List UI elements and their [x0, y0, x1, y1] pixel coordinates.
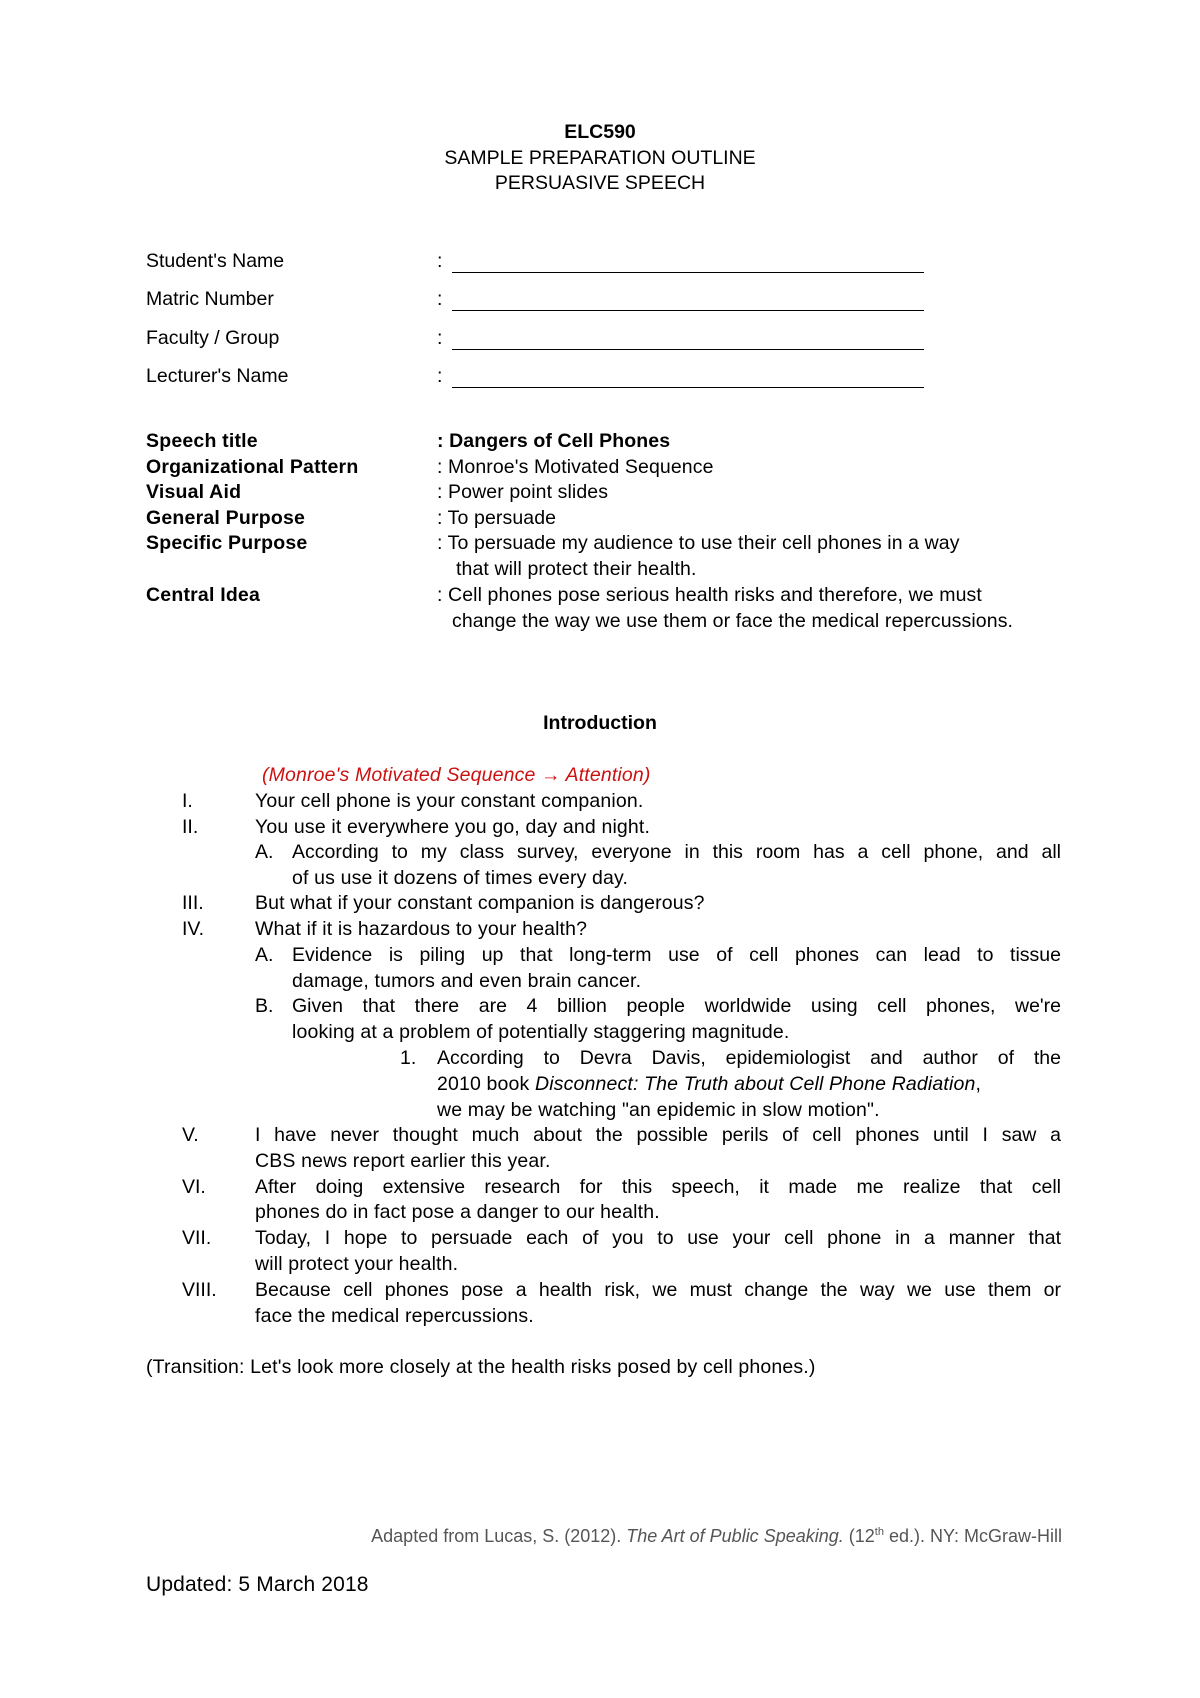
central-idea-value: : Cell phones pose serious health risks and therefore, we must [437, 584, 982, 606]
visual-aid-label: Visual Aid [146, 481, 242, 503]
colon: : [437, 365, 443, 387]
colon: : [437, 288, 443, 310]
intro-point-4a-cont: damage, tumors and even brain cancer. [292, 970, 642, 992]
intro-point-4b: Given that there are 4 billion people worldwide using cell phones, we're [292, 995, 1061, 1017]
intro-point-4: What if it is hazardous to your health? [255, 918, 588, 940]
intro-point-7-cont: will protect your health. [255, 1253, 459, 1275]
number-1: 1. [400, 1047, 417, 1069]
lecturer-name-blank[interactable] [452, 369, 924, 388]
matric-number-label: Matric Number [146, 288, 274, 310]
specific-purpose-label: Specific Purpose [146, 532, 308, 554]
intro-point-1: Your cell phone is your constant companion. [255, 790, 644, 812]
pattern-value: : Monroe's Motivated Sequence [437, 456, 714, 478]
general-purpose-label: General Purpose [146, 507, 306, 529]
lecturer-name-label: Lecturer's Name [146, 365, 289, 387]
book-title: Disconnect: The Truth about Cell Phone Radiation [535, 1073, 976, 1095]
citation-edition-sup: th [874, 1526, 884, 1538]
intro-point-2a: According to my class survey, everyone in this room has a cell phone, and all [292, 841, 1061, 863]
course-code: ELC590 [564, 121, 636, 143]
central-idea-label: Central Idea [146, 584, 261, 606]
document-title: SAMPLE PREPARATION OUTLINE [444, 147, 756, 169]
numeral-vi: VI. [182, 1176, 206, 1198]
intro-point-3: But what if your constant companion is dangerous? [255, 892, 705, 914]
colon: : [437, 327, 443, 349]
intro-point-4b1: According to Devra Davis, epidemiologist and author of the [437, 1047, 1061, 1069]
speech-title-value: : Dangers of Cell Phones [437, 430, 671, 452]
citation-book-title: The Art of Public Speaking. [626, 1526, 844, 1546]
intro-point-8: Because cell phones pose a health risk, we must change the way we use them or [255, 1279, 1061, 1301]
numeral-iv: IV. [182, 918, 205, 940]
intro-point-4b1-quote: we may be watching "an epidemic in slow motion". [437, 1099, 880, 1121]
intro-point-6: After doing extensive research for this speech, it made me realize that cell [255, 1176, 1061, 1198]
colon: : [437, 250, 443, 272]
speech-title-label: Speech title [146, 430, 258, 452]
student-name-label: Student's Name [146, 250, 285, 272]
intro-point-4b-cont: looking at a problem of potentially staggering magnitude. [292, 1021, 790, 1043]
intro-point-5: I have never thought much about the possible perils of cell phones until I saw a [255, 1124, 1061, 1146]
central-idea-value-cont: change the way we use them or face the medical repercussions. [452, 610, 1014, 632]
faculty-group-blank[interactable] [452, 331, 924, 350]
intro-point-8-cont: face the medical repercussions. [255, 1305, 534, 1327]
intro-point-6-cont: phones do in fact pose a danger to our health. [255, 1201, 660, 1223]
intro-point-5-cont: CBS news report earlier this year. [255, 1150, 551, 1172]
specific-purpose-value: : To persuade my audience to use their cell phones in a way [437, 532, 960, 554]
numeral-ii: II. [182, 816, 199, 838]
numeral-iii: III. [182, 892, 204, 914]
pattern-label: Organizational Pattern [146, 456, 359, 478]
updated-date: Updated: 5 March 2018 [146, 1573, 369, 1596]
faculty-group-label: Faculty / Group [146, 327, 280, 349]
source-citation [371, 1526, 1062, 1547]
sequence-note: (Monroe's Motivated Sequence → Attention) [262, 764, 651, 786]
numeral-viii: VIII. [182, 1279, 217, 1301]
letter-a: A. [255, 944, 274, 966]
intro-point-4a: Evidence is piling up that long-term use of cell phones can lead to tissue [292, 944, 1061, 966]
document-subtitle: PERSUASIVE SPEECH [494, 172, 706, 194]
citation-author: Adapted from Lucas, S. (2012). [371, 1526, 627, 1546]
intro-point-4b1-cont [437, 1073, 981, 1096]
letter-b: B. [255, 995, 274, 1017]
transition-note: (Transition: Let's look more closely at the health risks posed by cell phones.) [146, 1356, 816, 1378]
intro-point-2a-cont: of us use it dozens of times every day. [292, 867, 629, 889]
numeral-i: I. [182, 790, 193, 812]
intro-point-2: You use it everywhere you go, day and night. [255, 816, 651, 838]
numeral-v: V. [182, 1124, 199, 1146]
visual-aid-value: : Power point slides [437, 481, 609, 503]
citation-publisher: ed.). NY: McGraw-Hill [883, 1526, 1062, 1546]
book-prefix: 2010 book [437, 1073, 536, 1095]
letter-a: A. [255, 841, 274, 863]
matric-number-blank[interactable] [452, 292, 924, 311]
introduction-heading: Introduction [543, 712, 657, 734]
book-suffix: , [975, 1073, 982, 1095]
student-name-blank[interactable] [452, 254, 924, 273]
citation-edition: (12 [843, 1526, 875, 1546]
specific-purpose-value-cont: that will protect their health. [456, 558, 697, 580]
intro-point-7: Today, I hope to persuade each of you to use your cell phone in a manner that [255, 1227, 1061, 1249]
numeral-vii: VII. [182, 1227, 212, 1249]
general-purpose-value: : To persuade [437, 507, 557, 529]
